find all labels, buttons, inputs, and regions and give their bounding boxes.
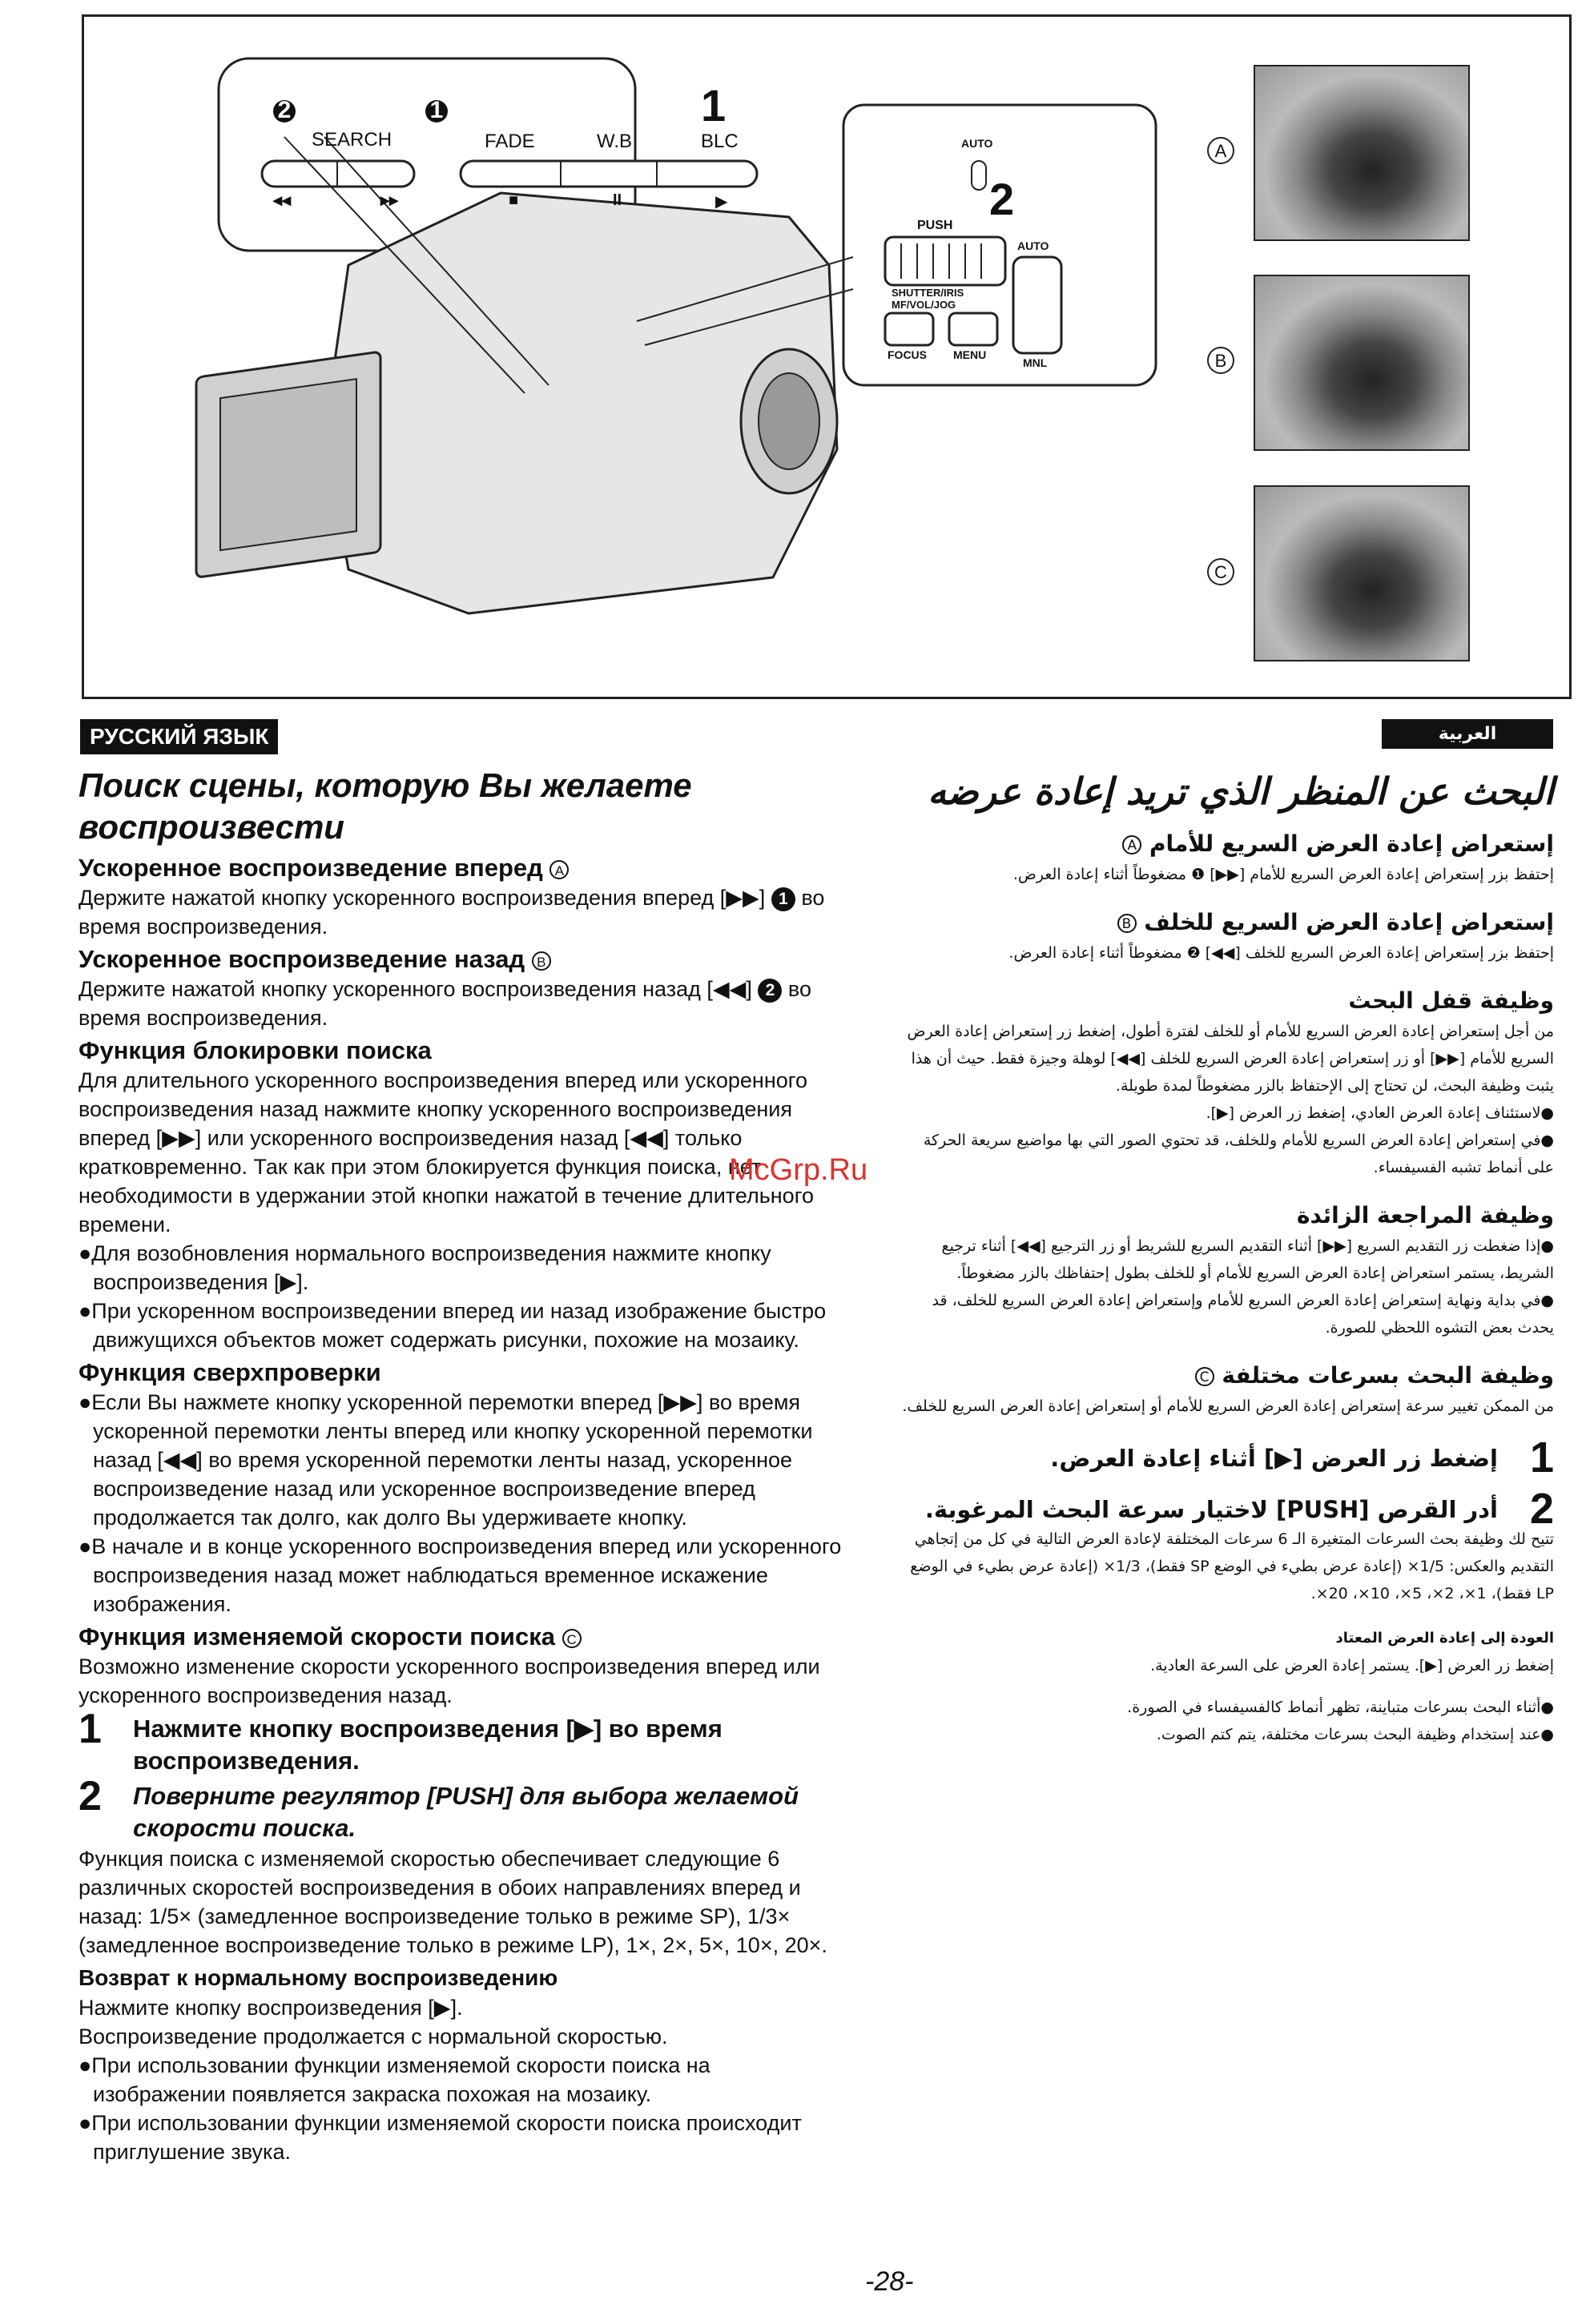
ru-section-rew-text: Держите нажатой кнопку ускоренного воспроизведения назад [◀◀] 2 во время воспроизведения. — [78, 977, 811, 1030]
ar-section-ff-text: إحتفظ بزر إستعراض إعادة العرض السريع للأمام [▶▶] ❶ مضغوطاً أثناء إعادة العرض. — [1012, 866, 1554, 883]
auto-top-label: AUTO — [961, 137, 993, 150]
ru-normal-text-1: Нажмите кнопку воспроизведения [▶]. — [78, 1996, 463, 2020]
ar-overcheck-bullet-1: ●إذا ضغطت زر التقديم السريع [▶▶] أثناء التقديم السريع للشريط أو زر الترجيع [◀◀] أثناء ترجيع الشريط، يستمر استعراض إعادة العرض السريع للأمام أو للخلف بطول إحتفاظك بالزر مضغوطاً. — [941, 1237, 1554, 1282]
push-label: PUSH — [917, 219, 953, 232]
ar-section-normal-title: العودة إلى إعادة العرض المعتاد — [1335, 1630, 1554, 1647]
ar-section-lock-text: من أجل إستعراض إعادة العرض السريع للأمام أو للخلف لفترة أطول، إضغط زر إستعراض إعادة العرض السريع للأمام [▶▶] أو زر إستعراض إعادة العرض السريع للخلف [◀◀] لوهلة وجيزة فقط. حيث أن هذا يثبت وظيفة البحث، لن تحتاج إلى الإحتفاظ بالزر مضغوطاً لمدة طويلة. — [907, 1023, 1554, 1095]
arabic-column — [897, 765, 1554, 1748]
stop-icon: ■ — [509, 191, 519, 209]
focus-label: FOCUS — [888, 348, 927, 361]
ar-section-variable-title: وظيفة البحث بسرعات مختلفة C — [897, 1359, 1554, 1393]
ru-step-1: 1 Нажмите кнопку воспроизведения [▶] во время воспроизведения. — [78, 1706, 723, 1775]
mf-vol-jog-label: MF/VOL/JOG — [892, 299, 956, 311]
fast-forward-icon: ▸▸ — [380, 190, 399, 210]
ru-section-ff-text: Держите нажатой кнопку ускоренного воспроизведения вперед [▶▶] 1 во время воспроизведения. — [78, 886, 825, 939]
callout-2-label: 2 — [277, 97, 292, 123]
page-number: -28- — [865, 2266, 914, 2297]
ru-section-rew-title: Ускоренное воспроизведение назад B — [78, 944, 847, 975]
ar-normal-text: إضغط زر العرض [▶]. يستمر إعادة العرض على السرعة العادية. — [1150, 1657, 1554, 1675]
circle-b-icon: B — [532, 951, 551, 971]
russian-language-badge: РУССКИЙ ЯЗЫК — [80, 719, 278, 754]
arabic-language-badge: العربية — [1382, 719, 1553, 749]
ru-section-overcheck-title: Функция сверхпроверки — [78, 1358, 381, 1386]
ar-lock-bullet-2: ●في إستعراض إعادة العرض السريع للأمام وللخلف، قد تحتوي الصور التي بها مواضيع سريعة الحركة على أنماط تشبه الفسيفساء. — [923, 1132, 1554, 1176]
ru-normal-bullet-2: ●При использовании функции изменяемой скорости поиска происходит приглушение звука. — [78, 2111, 802, 2164]
play-icon: ▶ — [715, 193, 728, 211]
callout-number-2: 2 — [989, 174, 1015, 224]
ru-overcheck-bullet-1: ●Если Вы нажмете кнопку ускоренной перемотки вперед [▶▶] во время ускоренной перемотки ленты вперед или кнопку ускоренной перемотки назад [◀◀] во время ускоренной перемотки ленты назад, ускоренное воспроизведение назад или ускоренное воспроизведение вперед продолжается так долго, как долго Вы удерживаете кнопку. — [78, 1390, 813, 1530]
menu-label: MENU — [953, 348, 987, 361]
ar-section-rew-text: إحتفظ بزر إستعراض إعادة العرض السريع للخلف [◀◀] ❷ مضغوطاً أثناء إعادة العرض. — [1008, 944, 1554, 962]
ar-section-lock-title: وظيفة قفل البحث — [1348, 987, 1554, 1014]
photo-rewind — [1254, 275, 1470, 451]
photo-label-c: C — [1207, 558, 1234, 585]
ru-section-lock-text: Для длительного ускоренного воспроизведения вперед или ускоренного воспроизведения назад нажмите кнопку ускоренного воспроизведения вперед [▶▶] или ускоренного воспроизведения назад [◀◀] только кратковременно. Так как при этом блокируется функция поиска, нет необходимости в удержании этой кнопки нажатой в течение длительного времени. — [78, 1068, 814, 1236]
ru-section-lock-title: Функция блокировки поиска — [78, 1036, 432, 1064]
photo-variable-speed — [1254, 485, 1470, 661]
fade-wb-blc-rocker — [461, 161, 757, 187]
ar-step-1: 1 إضغط زر العرض [▶] أثناء إعادة العرض. — [1050, 1433, 1554, 1482]
auto-lever — [972, 161, 986, 190]
ar-step-2: 2 أدر القرص [PUSH] لاختيار سرعة البحث المرغوبة. — [924, 1485, 1554, 1533]
watermark: McGrp.Ru — [729, 1153, 868, 1187]
blc-label: BLC — [701, 131, 739, 152]
circle-a-icon: A — [549, 860, 569, 879]
ru-lock-bullet-2: ●При ускоренном воспроизведении вперед ии назад изображение быстро движущихся объектов может содержать рисунки, похожие на мозаику. — [78, 1299, 827, 1352]
mnl-label: MNL — [1023, 356, 1048, 369]
ar-lock-bullet-1: ●لاستئناف إعادة العرض العادي، إضغط زر العرض [▶]. — [1206, 1104, 1554, 1122]
auto-label: AUTO — [1017, 239, 1049, 252]
fade-label: FADE — [485, 131, 535, 152]
ar-variable-description: تتيح لك وظيفة بحث السرعات المتغيرة الـ 6 سرعات المختلفة لإعادة العرض التالية في كل من إتجاهي التقديم والعكس: 1/5× (إعادة عرض بطيء في الوضع SP فقط)، 1/3× (إعادة عرض بطيء في الوضع LP فقط)، 1×، 2×، 5×، 10×، 20×. — [910, 1530, 1554, 1602]
search-label: SEARCH — [312, 129, 392, 151]
callout-number-1: 1 — [701, 80, 727, 131]
shutter-iris-label: SHUTTER/IRIS — [892, 287, 964, 299]
button-1-icon: 1 — [771, 887, 795, 911]
auto-mnl-switch — [1013, 257, 1061, 353]
ar-normal-bullet-2: ●عند إستخدام وظيفة البحث بسرعات مختلفة، يتم كتم الصوت. — [1156, 1726, 1554, 1743]
button-2-icon: 2 — [758, 979, 782, 1003]
wb-label: W.B — [597, 131, 633, 152]
ru-section-normal-title: Возврат к нормальному воспроизведению — [78, 1965, 558, 1990]
illustration-frame — [82, 14, 1572, 699]
ar-circle-b-icon: B — [1117, 914, 1137, 933]
ru-overcheck-bullet-2: ●В начале и в конце ускоренного воспроизведения вперед или ускоренного воспроизведения назад может наблюдаться временное искажение изображения. — [78, 1534, 842, 1616]
ar-overcheck-bullet-2: ●في بداية ونهاية إستعراض إعادة العرض السريع للأمام وإستعراض إعادة العرض السريع للخلف، قد يحدث بعض التشوه اللحظي للصورة. — [932, 1292, 1554, 1337]
ar-circle-c-icon: C — [1195, 1367, 1214, 1386]
ar-section-overcheck-title: وظيفة المراجعة الزائدة — [1296, 1202, 1554, 1228]
ar-section-ff-title: إستعراض إعادة العرض السريع للأمام A — [897, 827, 1554, 861]
ru-normal-bullet-1: ●При использовании функции изменяемой скорости поиска на изображении появляется закраска похожая на мозаику. — [78, 2053, 710, 2106]
ru-section-variable-title: Функция изменяемой скорости поиска C — [78, 1622, 847, 1652]
ru-section-variable-text: Возможно изменение скорости ускоренного воспроизведения вперед или ускоренного воспроизведения назад. — [78, 1655, 820, 1707]
push-dial — [885, 237, 1005, 285]
ar-title: البحث عن المنظر الذي تريد إعادة عرضه — [928, 770, 1554, 813]
pause-icon: II — [613, 191, 622, 209]
photo-label-b: B — [1207, 347, 1234, 374]
rewind-icon: ◂◂ — [273, 190, 292, 210]
photo-label-a: A — [1207, 137, 1234, 164]
ru-lock-bullet-1: ●Для возобновления нормального воспроизведения нажмите кнопку воспроизведения [▶]. — [78, 1241, 771, 1294]
ru-variable-description: Функция поиска с изменяемой скоростью обеспечивает следующие 6 различных скоростей воспроизведения в обоих направлениях вперед и назад: 1/5× (замедленное воспроизведение только в режиме SP), 1/3× (замедленное воспроизведение только в режиме LP), 1×, 2×, 5×, 10×, 20×. — [78, 1847, 827, 1957]
ar-section-rew-title: إستعراض إعادة العرض السريع للخلف B — [897, 906, 1554, 939]
photo-fast-forward — [1254, 65, 1470, 241]
menu-button — [949, 313, 997, 345]
russian-column — [78, 765, 847, 2166]
ru-title: Поиск сцены, которую Вы желаете воспроизвести — [78, 766, 692, 846]
callout-1-label: 1 — [429, 97, 444, 123]
circle-c-icon: C — [562, 1629, 582, 1648]
ar-normal-bullet-1: ●أثناء البحث بسرعات متباينة، تظهر أنماط كالفسيفساء في الصورة. — [1127, 1699, 1554, 1716]
ru-section-ff-title: Ускоренное воспроизведение вперед A — [78, 853, 847, 883]
focus-button — [885, 313, 933, 345]
ar-section-variable-text: من الممكن تغيير سرعة إستعراض إعادة العرض السريع للأمام أو إستعراض إعادة العرض السريع للخلف. — [902, 1397, 1554, 1415]
ru-normal-text-2: Воспроизведение продолжается с нормальной скоростью. — [78, 2024, 668, 2049]
ar-circle-a-icon: A — [1122, 835, 1141, 854]
ru-step-2: 2 Поверните регулятор [PUSH] для выбора желаемой скорости поиска. — [78, 1773, 799, 1842]
